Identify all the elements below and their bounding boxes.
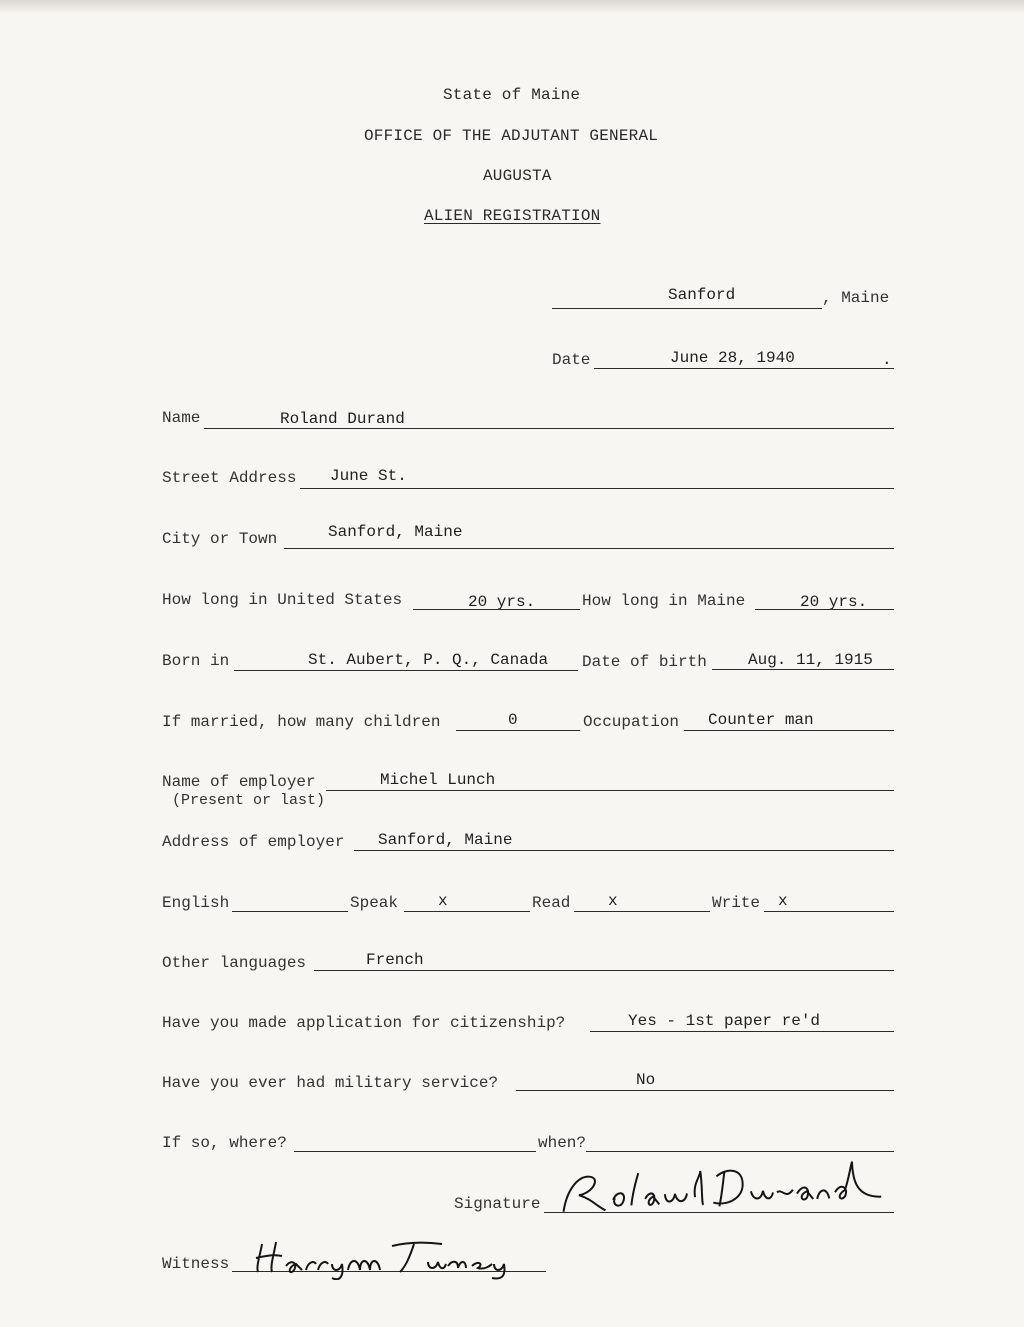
occupation-label: Occupation <box>583 713 680 731</box>
dob-label: Date of birth <box>582 653 707 671</box>
speak-value: x <box>438 892 448 910</box>
name-label: Name <box>162 409 201 427</box>
born-label: Born in <box>162 652 230 670</box>
write-line <box>764 911 894 912</box>
languages-label: Other languages <box>162 954 307 972</box>
when-line <box>586 1151 894 1152</box>
name-value: Roland Durand <box>280 410 405 428</box>
employer-address-value: Sanford, Maine <box>378 831 513 849</box>
write-value: x <box>778 892 788 910</box>
when-label: when? <box>538 1134 587 1152</box>
date-value: June 28, 1940 <box>670 349 795 367</box>
place-state: , Maine <box>822 289 890 307</box>
employer-sublabel: (Present or last) <box>172 792 326 809</box>
military-label: Have you ever had military service? <box>162 1074 499 1092</box>
years-us-label: How long in United States <box>162 591 403 609</box>
name-line <box>204 428 894 429</box>
date-label: Date <box>552 351 591 369</box>
years-maine-line <box>755 609 894 610</box>
languages-value: French <box>366 951 424 969</box>
years-maine-label: How long in Maine <box>582 592 746 610</box>
speak-line <box>404 911 530 912</box>
english-label: English <box>162 894 230 912</box>
date-line <box>594 368 894 369</box>
citizenship-label: Have you made application for citizenship? <box>162 1014 566 1032</box>
occupation-line <box>684 730 894 731</box>
citizenship-line <box>590 1031 894 1032</box>
header-office: OFFICE OF THE ADJUTANT GENERAL <box>364 127 659 145</box>
military-value: No <box>636 1071 656 1089</box>
street-label: Street Address <box>162 469 297 487</box>
witness-strokes <box>252 1236 522 1280</box>
children-label: If married, how many children <box>162 713 441 731</box>
citizenship-value: Yes - 1st paper re'd <box>628 1012 821 1030</box>
occupation-value: Counter man <box>708 711 814 729</box>
children-line <box>456 730 580 731</box>
scan-edge <box>0 0 1024 14</box>
employer-value: Michel Lunch <box>380 771 496 789</box>
form-title: ALIEN REGISTRATION <box>424 207 601 225</box>
years-us-line <box>413 609 580 610</box>
place-line <box>552 308 822 309</box>
read-label: Read <box>532 894 571 912</box>
employer-label: Name of employer <box>162 773 316 791</box>
city-value: Sanford, Maine <box>328 523 463 541</box>
where-line <box>294 1151 536 1152</box>
years-us-value: 20 yrs. <box>468 593 536 611</box>
years-maine-value: 20 yrs. <box>800 593 868 611</box>
english-line <box>232 911 348 912</box>
city-label: City or Town <box>162 530 278 548</box>
born-value: St. Aubert, P. Q., Canada <box>308 651 549 669</box>
witness-label: Witness <box>162 1255 230 1273</box>
city-line <box>284 548 894 549</box>
where-label: If so, where? <box>162 1134 287 1152</box>
employer-address-label: Address of employer <box>162 833 345 851</box>
date-end: . <box>882 351 892 369</box>
speak-label: Speak <box>350 894 399 912</box>
dob-value: Aug. 11, 1915 <box>748 651 873 669</box>
read-value: x <box>608 892 618 910</box>
employer-line <box>326 790 894 791</box>
signature-label: Signature <box>454 1195 541 1213</box>
dob-line <box>712 669 894 670</box>
street-value: June St. <box>330 467 407 485</box>
born-line <box>234 670 578 671</box>
languages-line <box>314 970 894 971</box>
signature-strokes <box>556 1156 888 1219</box>
write-label: Write <box>712 894 761 912</box>
header-city: AUGUSTA <box>483 167 552 185</box>
children-value: 0 <box>508 711 518 729</box>
place-town: Sanford <box>668 286 736 304</box>
header-state: State of Maine <box>443 86 581 104</box>
read-line <box>574 911 710 912</box>
employer-address-line <box>354 850 894 851</box>
military-line <box>516 1090 894 1091</box>
street-line <box>300 488 894 489</box>
